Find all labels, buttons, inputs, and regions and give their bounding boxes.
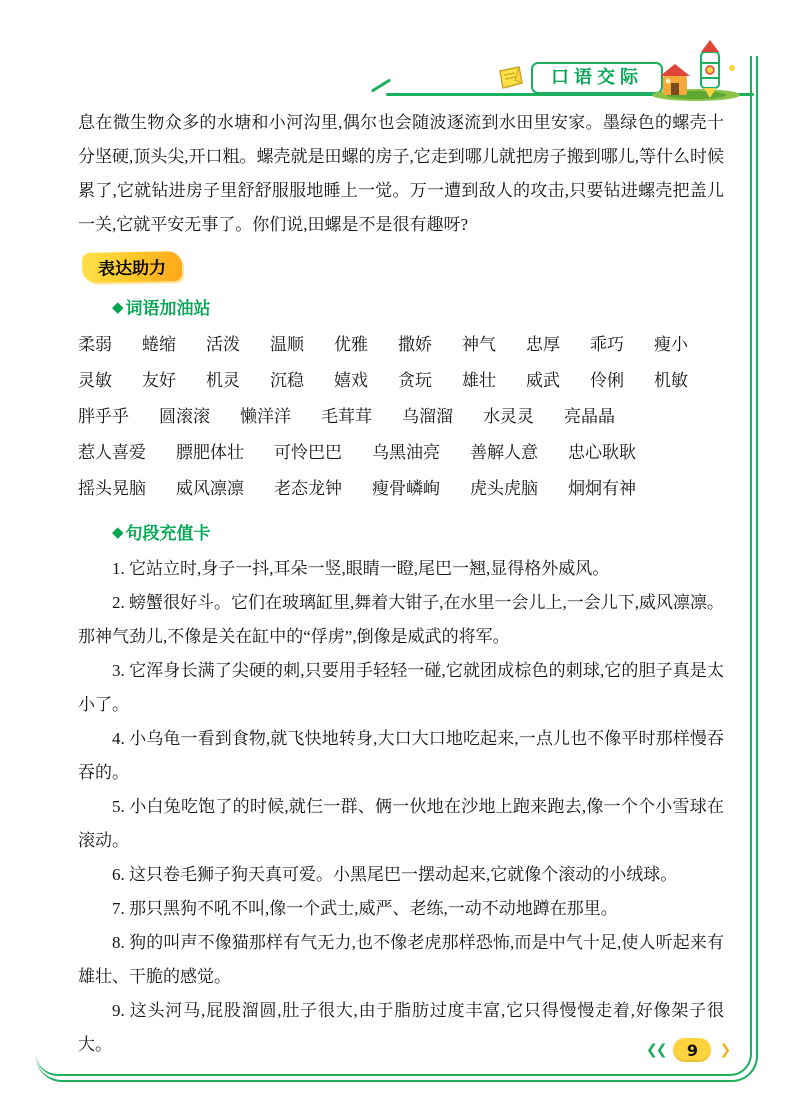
word: 威风凛凛 <box>176 479 244 498</box>
word: 水灵灵 <box>483 407 534 426</box>
word-row <box>78 435 724 471</box>
sentence-item: 8. 狗的叫声不像猫那样有气无力,也不像老虎那样恐怖,而是中气十足,使人听起来有雄壮、干脆的感觉。 <box>78 933 724 986</box>
sentence-item: 7. 那只黑狗不吼不叫,像一个武士,威严、老练,一动不动地蹲在那里。 <box>112 899 618 918</box>
word: 炯炯有神 <box>568 479 636 498</box>
page-number: 9 <box>686 1040 699 1060</box>
sentence-item: 3. 它浑身长满了尖硬的刺,只要用手轻轻一碰,它就团成棕色的刺球,它的胆子真是太小了。 <box>78 661 724 714</box>
word: 善解人意 <box>470 443 538 462</box>
pencil-rocket-illustration <box>648 38 744 102</box>
sentence-item: 9. 这头河马,屁股溜圆,肚子很大,由于脂肪过度丰富,它只得慢慢走着,好像架子很大。 <box>78 1001 724 1054</box>
word: 嬉戏 <box>334 371 368 390</box>
word: 乖巧 <box>590 335 624 354</box>
word: 伶俐 <box>590 371 624 390</box>
word: 沉稳 <box>270 371 304 390</box>
header-tab-label: 口语交际 <box>551 67 643 87</box>
word: 亮晶晶 <box>564 407 615 426</box>
header-tab-area <box>498 62 663 94</box>
note-icon <box>498 66 524 90</box>
word: 瘦小 <box>654 335 688 354</box>
word: 忠厚 <box>526 335 560 354</box>
word: 胖乎乎 <box>78 407 129 426</box>
header-rule-tick <box>371 78 391 92</box>
word: 乌溜溜 <box>402 407 453 426</box>
word-row <box>78 471 724 507</box>
word: 懒洋洋 <box>240 407 291 426</box>
sentence-card-title <box>112 519 724 544</box>
sentence-card-title-label: 句段充值卡 <box>125 524 211 543</box>
word: 活泼 <box>206 335 240 354</box>
word: 虎头虎脑 <box>470 479 538 498</box>
sentence-item: 2. 螃蟹很好斗。它们在玻璃缸里,舞着大钳子,在水里一会儿上,一会儿下,威风凛凛。那神气劲儿,不像是关在缸中的“俘虏”,倒像是威武的将军。 <box>78 593 724 646</box>
word: 灵敏 <box>78 371 112 390</box>
word: 蜷缩 <box>142 335 176 354</box>
page-number-leaf <box>673 1038 711 1062</box>
word: 老态龙钟 <box>274 479 342 498</box>
word: 威武 <box>526 371 560 390</box>
diamond-bullet-icon: ◆ <box>112 523 124 541</box>
intro-paragraph: 息在微生物众多的水塘和小河沟里,偶尔也会随波逐流到水田里安家。墨绿色的螺壳十分坚硬,顶头尖,开口粗。螺壳就是田螺的房子,它走到哪儿就把房子搬到哪儿,等什么时候累了,它就钻进房子里舒舒服服地睡上一觉。万一遭到敌人的攻击,只要钻进螺壳把盖儿一关,它就平安无事了。你们说,田螺是不是很有趣呀? <box>78 113 724 234</box>
diamond-bullet-icon: ◆ <box>112 298 124 316</box>
word: 机敏 <box>654 371 688 390</box>
word-station-title-label: 词语加油站 <box>125 299 211 318</box>
sentence-item: 1. 它站立时,身子一抖,耳朵一竖,眼睛一瞪,尾巴一翘,显得格外威风。 <box>112 559 610 578</box>
word: 友好 <box>142 371 176 390</box>
word: 摇头晃脑 <box>78 479 146 498</box>
header-tab <box>531 62 663 94</box>
sentence-item: 6. 这只卷毛狮子狗天真可爱。小黑尾巴一摆动起来,它就像个滚动的小绒球。 <box>112 865 678 884</box>
word: 膘肥体壮 <box>176 443 244 462</box>
word: 可怜巴巴 <box>274 443 342 462</box>
section-badge-row <box>82 252 724 282</box>
word-station-title <box>112 294 724 319</box>
sentence-item: 5. 小白兔吃饱了的时候,就仨一群、俩一伙地在沙地上跑来跑去,像一个个小雪球在滚动。 <box>78 797 724 850</box>
page-content <box>78 106 724 1062</box>
word-row <box>78 363 724 399</box>
word: 神气 <box>462 335 496 354</box>
word: 优雅 <box>334 335 368 354</box>
word: 温顺 <box>270 335 304 354</box>
word: 贪玩 <box>398 371 432 390</box>
word: 圆滚滚 <box>159 407 210 426</box>
word: 机灵 <box>206 371 240 390</box>
word: 瘦骨嶙峋 <box>372 479 440 498</box>
sentence-item: 4. 小乌龟一看到食物,就飞快地转身,大口大口地吃起来,一点儿也不像平时那样慢吞吞的。 <box>78 729 724 782</box>
word: 雄壮 <box>462 371 496 390</box>
word-row <box>78 399 724 435</box>
word: 惹人喜爱 <box>78 443 146 462</box>
word: 乌黑油亮 <box>372 443 440 462</box>
word-row <box>78 327 724 363</box>
word: 毛茸茸 <box>321 407 372 426</box>
page-number-area <box>646 1038 729 1062</box>
word: 撒娇 <box>398 335 432 354</box>
section-badge: 表达助力 <box>82 251 183 283</box>
chevron-left-icon: ❮❮ <box>646 1042 666 1058</box>
word: 柔弱 <box>78 335 112 354</box>
word: 忠心耿耿 <box>568 443 636 462</box>
chevron-right-icon: ❯ <box>719 1042 730 1058</box>
